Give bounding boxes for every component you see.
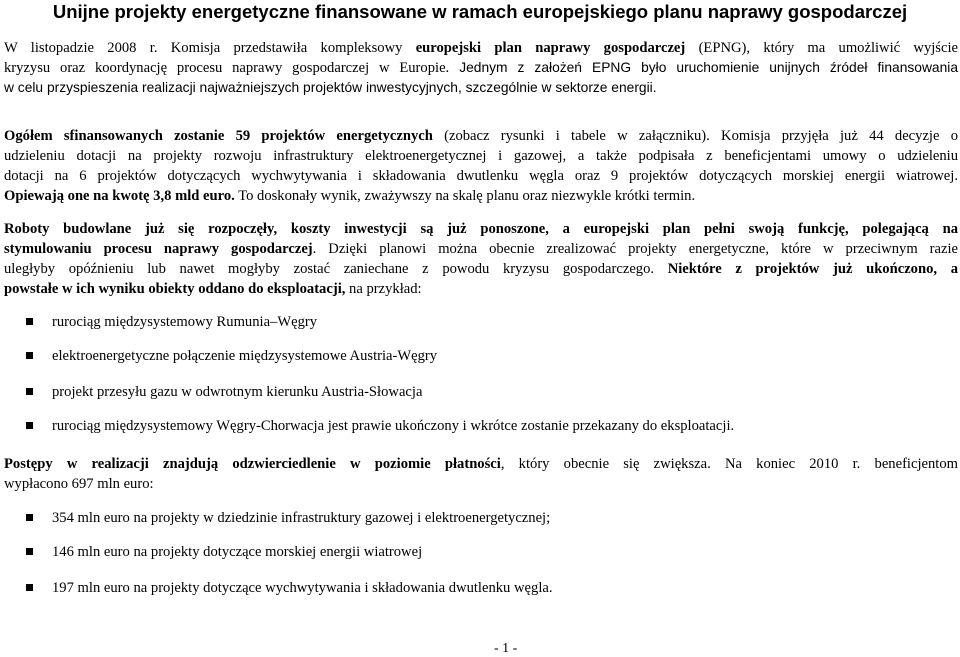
square-bullet-icon [26,352,33,359]
square-bullet-icon [26,422,33,429]
list-item-text: rurociąg międzysystemowy Węgry-Chorwacja jest prawie ukończony i wkrótce zostanie przekazany do eksploatacji. [52,418,735,434]
intro-line-3: w celu przyspieszenia realizacji najważniejszych projektów inwestycyjnych, szczególnie w sektorze energii. [4,80,657,95]
projects-line-4 [4,186,958,206]
projects-text-4: To doskonały wynik, zważywszy na skalę planu oraz niezwykle krótki termin. [234,188,696,204]
construction-text-3: uległyby opóźnieniu lub nawet mogłyby zostać zaniechane z powodu kryzysu gospodarczego. [4,261,668,277]
construction-line-4 [4,279,958,299]
square-bullet-icon [26,388,33,395]
paragraph-construction [4,219,958,299]
list-item-text: elektroenergetyczne połączenie międzysystemowe Austria-Węgry [52,348,438,364]
square-bullet-icon [26,514,33,521]
payments-line-2: wypłacono 697 mln euro: [4,476,154,492]
intro-line-2 [4,58,958,78]
construction-bold-1: Roboty budowlane już się rozpoczęły, koszty inwestycji są już ponoszone, a europejski plan pełni swoją funkcję, polegającą na [4,221,958,237]
intro-text-3: kryzysu oraz koordynację procesu naprawy gospodarczej w Europie. [4,60,450,76]
construction-line-2 [4,239,958,259]
list-item-text: 197 mln euro na projekty dotyczące wychwytywania i składowania dwutlenku węgla. [52,580,553,596]
square-bullet-icon [26,584,33,591]
projects-text-1: (zobacz rysunki i tabele w załączniku). Komisja przyjęła już 44 decyzje o [432,128,959,144]
intro-text: W listopadzie 2008 r. Komisja przedstawiła kompleksowy [4,40,416,56]
list-item-text: rurociąg międzysystemowy Rumunia–Węgry [52,314,318,330]
construction-text-2: . Dzięki planowi można obecnie zrealizować projekty energetyczne, które w przeciwnym razie [312,241,958,257]
projects-bold-amount: Opiewają one na kwotę 3,8 mld euro. [4,188,235,204]
payments-line-1 [4,454,958,474]
projects-line-2: udzieleniu dotacji na projekty rozwoju infrastruktury elektroenergetycznej i gazowej, a także podpisała z beneficjentami umowy o udzieleniu [4,148,958,164]
payments-bold: Postępy w realizacji znajdują odzwierciedlenie w poziomie płatności [4,456,501,472]
projects-line-1 [4,126,958,146]
intro-line-1 [4,38,958,58]
construction-bold-2: stymulowaniu procesu naprawy gospodarczej [4,241,313,257]
page-title: Unijne projekty energetyczne finansowane w ramach europejskiego planu naprawy gospodarczej [52,1,908,22]
construction-line-1 [4,219,958,239]
paragraph-intro [4,38,958,98]
construction-bold-4: powstałe w ich wyniku obiekty oddano do eksploatacji, [4,281,346,297]
intro-text-2: (EPNG), który ma umożliwić wyjście [685,40,958,56]
square-bullet-icon [26,318,33,325]
list-item-text: 354 mln euro na projekty w dziedzinie infrastruktury gazowej i elektroenergetycznej; [52,510,551,526]
construction-line-3 [4,259,958,279]
projects-line-3: dotacji na 6 projektów dotyczących wychwytywania i składowania dwutlenku węgla oraz 9 projektów dotyczących morskiej energii wiatrowej. [4,168,958,184]
list-item-text: projekt przesyłu gazu w odwrotnym kierunku Austria-Słowacja [52,384,423,400]
square-bullet-icon [26,548,33,555]
paragraph-projects [4,126,958,206]
construction-text-4: na przykład: [345,281,422,297]
payments-text-1: , który obecnie się zwiększa. Na koniec 2010 r. beneficjentom [500,456,958,472]
list-item-text: 146 mln euro na projekty dotyczące morskiej energii wiatrowej [52,544,423,560]
page-number: - 1 - [494,641,518,656]
paragraph-payments [4,454,958,494]
intro-text-4: Jednym z założeń EPNG było uruchomienie unijnych źródeł finansowania [449,60,958,75]
construction-bold-3: Niektóre z projektów już ukończono, a [667,261,958,277]
projects-bold-count: Ogółem sfinansowanych zostanie 59 projektów energetycznych [4,128,433,144]
intro-bold-plan: europejski plan naprawy gospodarczej [415,40,686,56]
